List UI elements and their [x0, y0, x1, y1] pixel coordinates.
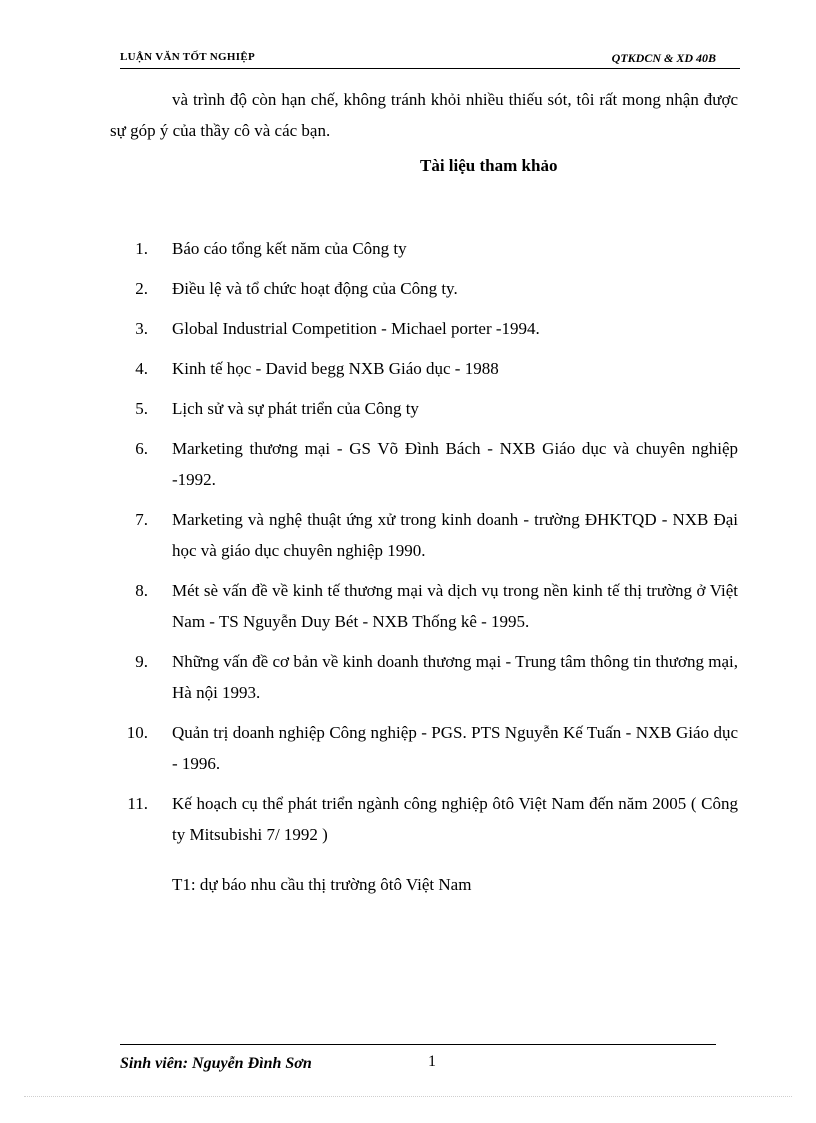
reference-item [108, 717, 738, 779]
reference-text: Kinh tế học - David begg NXB Giáo dục - 1988 [172, 359, 499, 378]
reference-number: 5. [135, 399, 148, 418]
reference-item [108, 313, 738, 344]
page-header [120, 50, 740, 69]
page-footer [120, 1044, 716, 1072]
reference-number: 6. [135, 439, 148, 458]
reference-text: Quản trị doanh nghiệp Công nghiệp - PGS. PTS Nguyễn Kế Tuấn - NXB Giáo dục - 1996. [172, 723, 738, 773]
intro-text: và trình độ còn hạn chế, không tránh khỏi nhiều thiếu sót, tôi rất mong nhận được sự góp ý của thầy cô và các bạn. [110, 90, 738, 140]
reference-number: 2. [135, 279, 148, 298]
reference-number: 8. [135, 581, 148, 600]
thesis-title: LUẬN VĂN TỐT NGHIỆP [120, 51, 255, 63]
reference-text: Marketing và nghệ thuật ứng xử trong kinh doanh - trường ĐHKTQD - NXB Đại học và giáo dục chuyên nghiệp 1990. [172, 510, 738, 560]
reference-item [108, 233, 738, 264]
reference-text: Báo cáo tổng kết năm của Công ty [172, 239, 407, 258]
reference-number: 4. [135, 359, 148, 378]
reference-note: T1: dự báo nhu cầu thị trường ôtô Việt Nam [172, 875, 472, 894]
reference-text: Marketing thương mại - GS Võ Đình Bách - NXB Giáo dục và chuyên nghiệp -1992. [172, 439, 738, 489]
reference-item [108, 646, 738, 708]
references-list [108, 233, 738, 859]
reference-text: Kế hoạch cụ thể phát triển ngành công nghiệp ôtô Việt Nam đến năm 2005 ( Công ty Mitsubishi 7/ 1992 ) [172, 794, 738, 844]
reference-item [108, 575, 738, 637]
reference-item [108, 788, 738, 850]
reference-item [108, 393, 738, 424]
reference-text: Điều lệ và tổ chức hoạt động của Công ty. [172, 279, 458, 298]
reference-text: Những vấn đề cơ bản về kinh doanh thương mại - Trung tâm thông tin thương mại, Hà nội 1993. [172, 652, 738, 702]
reference-text: Mét sè vấn đề về kinh tế thương mại và dịch vụ trong nền kinh tế thị trường ở Việt Nam - TS Nguyễn Duy Bét - NXB Thống kê - 1995. [172, 581, 738, 631]
reference-item [108, 504, 738, 566]
intro-paragraph [110, 84, 738, 146]
reference-number: 7. [135, 510, 148, 529]
reference-number: 1. [135, 239, 148, 258]
reference-number: 10. [126, 723, 148, 742]
reference-item [108, 433, 738, 495]
reference-number: 3. [135, 319, 148, 338]
references-title: Tài liệu tham khảo [420, 156, 558, 175]
reference-number: 9. [135, 652, 148, 671]
reference-item [108, 353, 738, 384]
reference-text: Global Industrial Competition - Michael porter -1994. [172, 319, 540, 338]
references-heading [0, 156, 816, 176]
page-edge-divider [24, 1096, 792, 1097]
page-number: 1 [428, 1053, 436, 1070]
reference-number: 11. [127, 794, 148, 813]
student-name: Sinh viên: Nguyễn Đình Sơn [120, 1055, 312, 1072]
reference-item [108, 273, 738, 304]
reference-text: Lịch sử và sự phát triển của Công ty [172, 399, 419, 418]
class-code: QTKDCN & XD 40B [611, 51, 716, 65]
